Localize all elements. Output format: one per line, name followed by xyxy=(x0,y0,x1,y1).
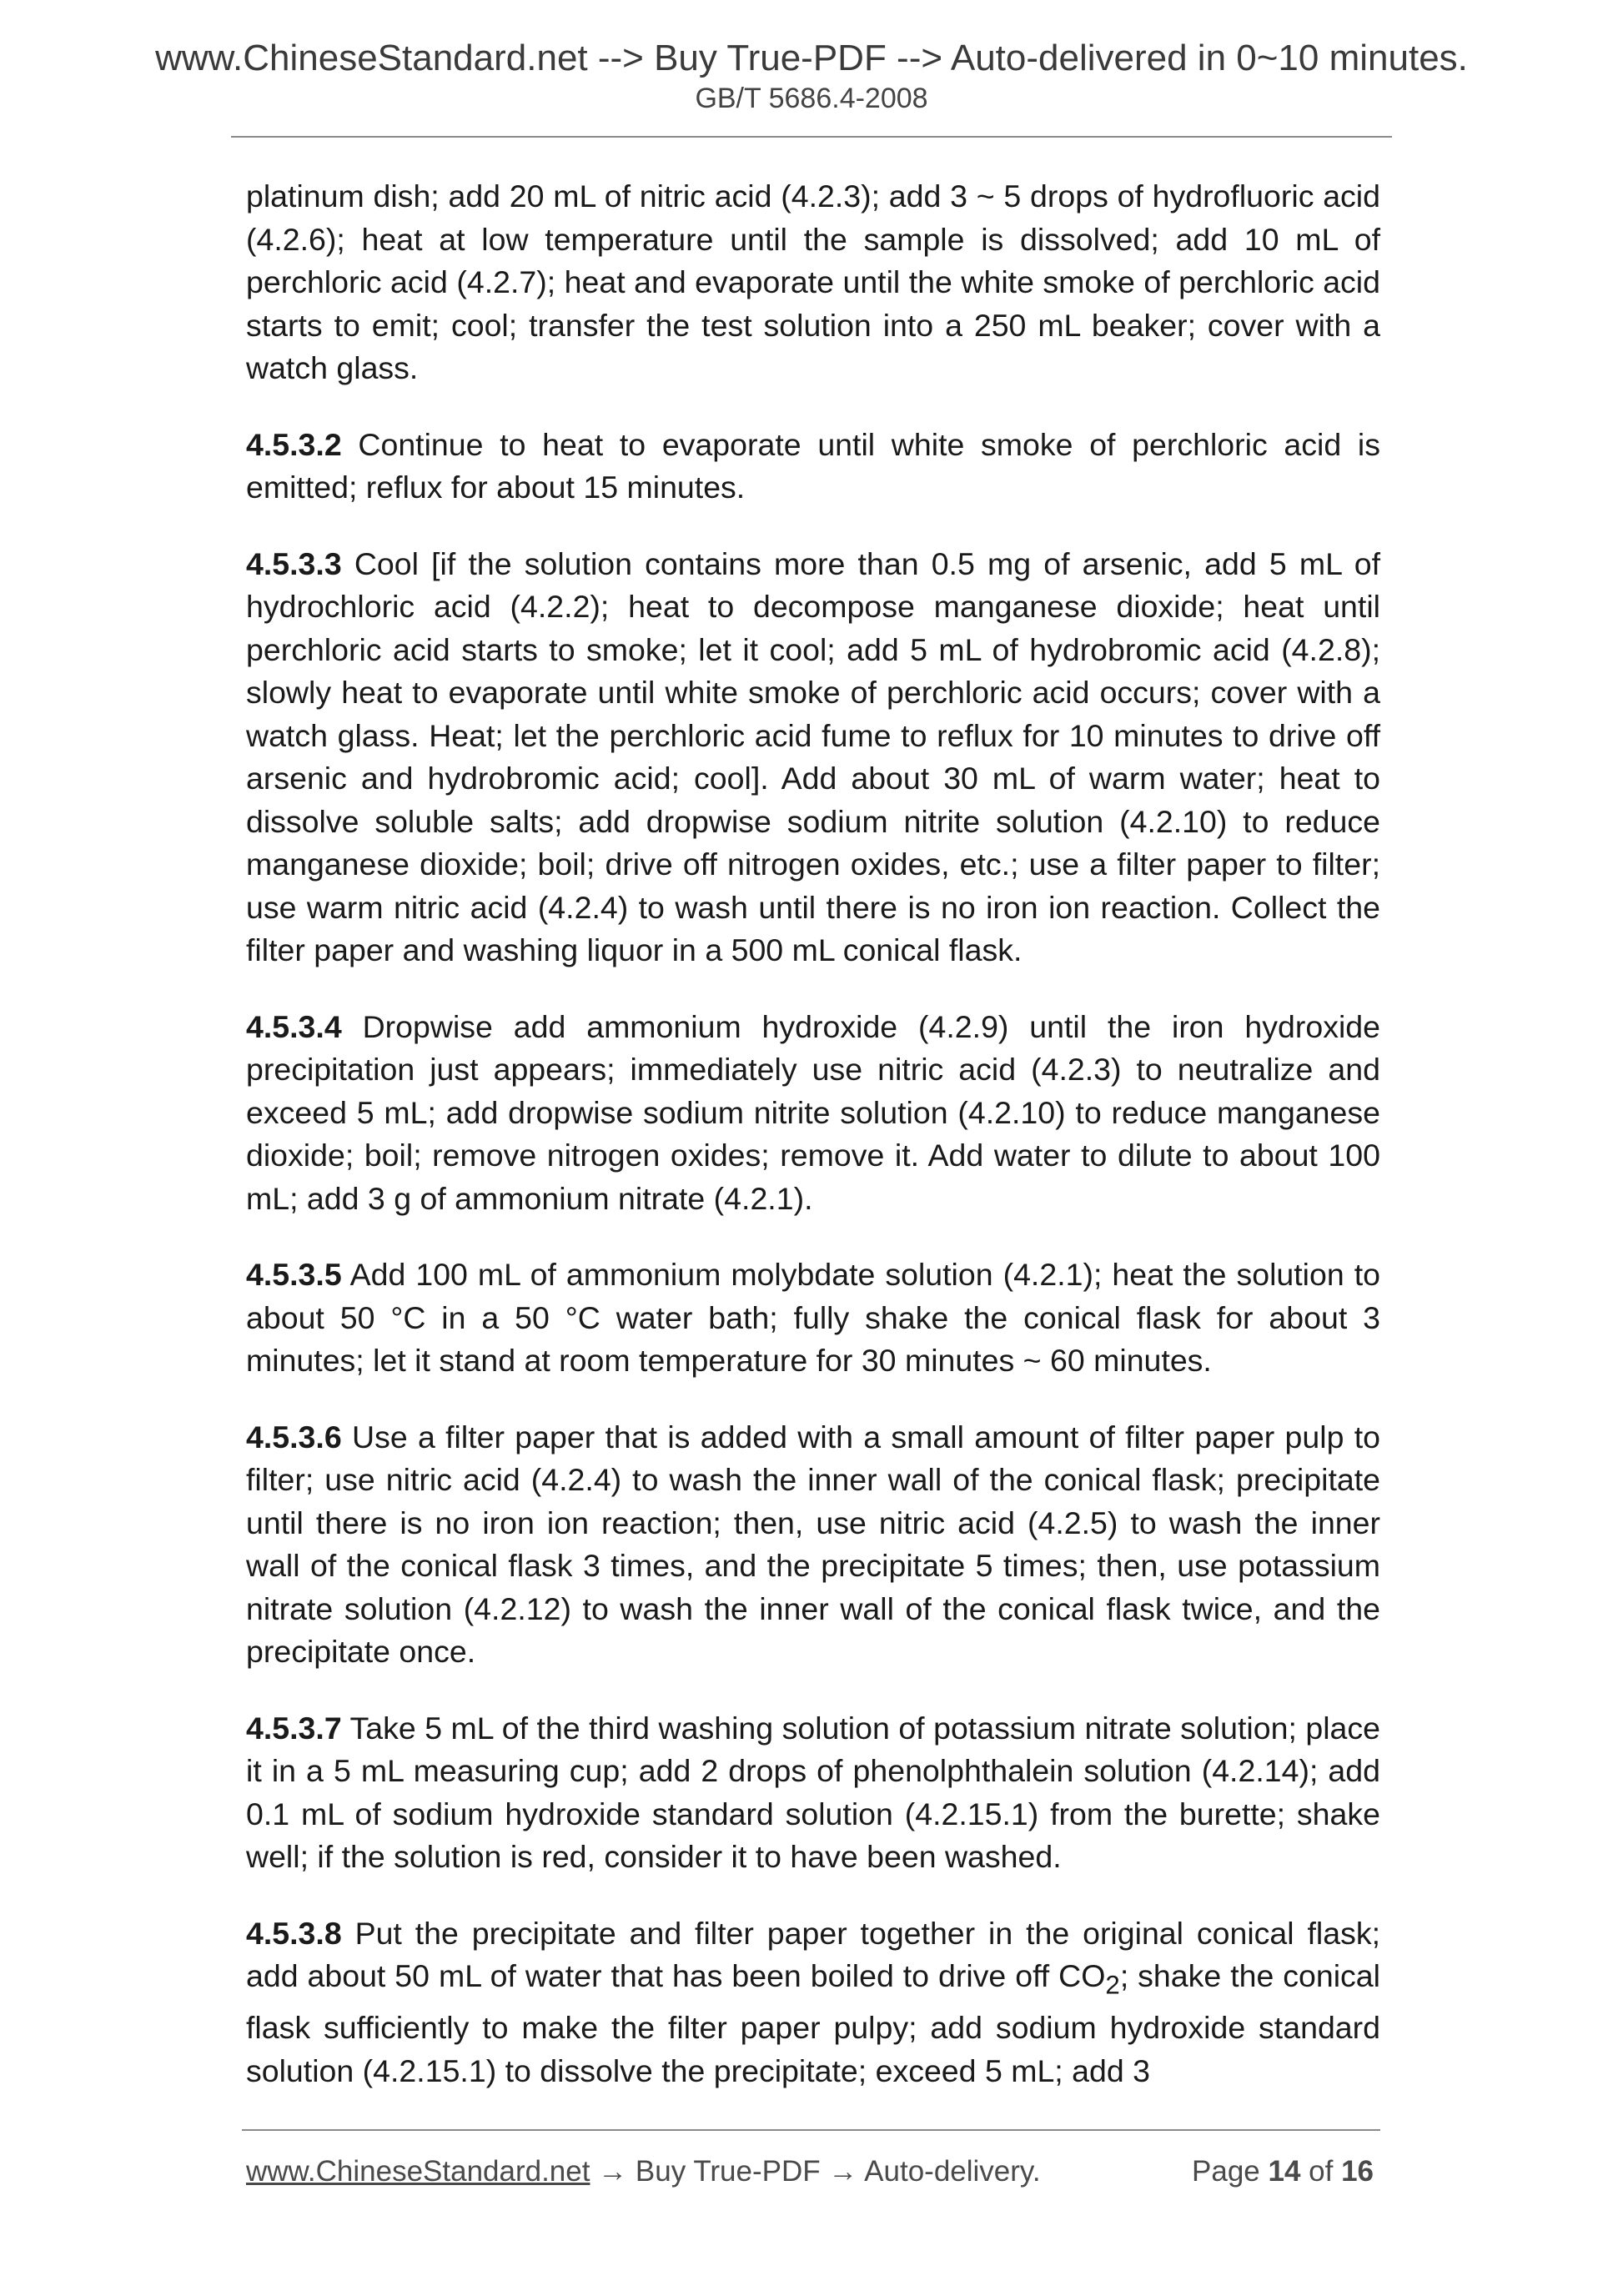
document-body xyxy=(246,175,1380,2126)
clause-number: 4.5.3.5 xyxy=(246,1257,342,1292)
clause-number: 4.5.3.7 xyxy=(246,1710,342,1746)
clause-number: 4.5.3.2 xyxy=(246,426,342,462)
header-divider xyxy=(231,136,1392,138)
clause-text-end: ; shake the conical flask sufficiently to make the filter paper pulpy; add sodium hydroxide standard solution (4.2.15.1) to dissolve the precipitate; exceed 5 mL; add 3 xyxy=(246,1958,1380,2088)
clause-number: 4.5.3.4 xyxy=(246,1008,342,1044)
subscript-two: 2 xyxy=(1105,1970,1120,2000)
clause-4-5-3-7 xyxy=(246,1707,1380,1879)
clause-number: 4.5.3.8 xyxy=(246,1915,342,1951)
clause-4-5-3-6 xyxy=(246,1416,1380,1674)
clause-text: Cool [if the solution contains more than 0.5 mg of arsenic, add 5 mL of hydrochloric acid (4.2.2); heat to decompose manganese dioxide; heat until perchloric acid starts to smoke; let it cool; add 5 mL of hydrobromic acid (4.2.8); slowly heat to evaporate until white smoke of perchloric acid occurs; cover with a watch glass. Heat; let the perchloric acid fume to reflux for 10 minutes to drive off arsenic and hydrobromic acid; cool]. Add about 30 mL of warm water; heat to dissolve soluble salts; add dropwise sodium nitrite solution (4.2.10) to reduce manganese dioxide; boil; drive off nitrogen oxides, etc.; use a filter paper to filter; use warm nitric acid (4.2.4) to wash until there is no iron ion reaction. Collect the filter paper and washing liquor in a 500 mL conical flask. xyxy=(246,545,1380,967)
of-label: of xyxy=(1300,2155,1342,2188)
intro-paragraph: platinum dish; add 20 mL of nitric acid (4.2.3); add 3 ~ 5 drops of hydrofluoric acid (4.2.6); heat at low temperature until the sample is dissolved; add 10 mL of perchloric acid (4.2.7); heat and evaporate until the white smoke of perchloric acid starts to emit; cool; transfer the test solution into a 250 mL beaker; cover with a watch glass. xyxy=(246,178,1380,385)
clause-4-5-3-5 xyxy=(246,1254,1380,1383)
clause-4-5-3-2 xyxy=(246,424,1380,510)
clause-text: Add 100 mL of ammonium molybdate solution (4.2.1); heat the solution to about 50 °C in a 50 °C water bath; fully shake the conical flask for about 3 minutes; let it stand at room temperature for 30 minutes ~ 60 minutes. xyxy=(246,1257,1380,1378)
clause-text: Take 5 mL of the third washing solution of potassium nitrate solution; place it in a 5 mL measuring cup; add 2 drops of phenolphthalein solution (4.2.14); add 0.1 mL of sodium hydroxide standard solution (4.2.15.1) from the burette; shake well; if the solution is red, consider it to have been washed. xyxy=(246,1710,1380,1874)
page-indicator xyxy=(1192,2153,1374,2190)
footer-left xyxy=(246,2153,1041,2190)
top-banner: www.ChineseStandard.net --> Buy True-PDF --> Auto-delivered in 0~10 minutes. xyxy=(155,38,1468,78)
clause-text: Continue to heat to evaporate until white smoke of perchloric acid is emitted; reflux for about 15 minutes. xyxy=(246,426,1380,505)
clause-number: 4.5.3.3 xyxy=(246,545,342,581)
clause-4-5-3-4 xyxy=(246,1006,1380,1221)
delivery-text: → Buy True-PDF → Auto-delivery. xyxy=(590,2155,1041,2188)
clause-4-5-3-8 xyxy=(246,1912,1380,2093)
page-label: Page xyxy=(1192,2155,1269,2188)
standard-code: GB/T 5686.4-2008 xyxy=(695,83,928,114)
total-pages: 16 xyxy=(1341,2155,1374,2188)
clause-number: 4.5.3.6 xyxy=(246,1419,342,1454)
clause-text: Use a filter paper that is added with a small amount of filter paper pulp to filter; use nitric acid (4.2.4) to wash the inner wall of the conical flask; precipitate until there is no iron ion reaction; then, use nitric acid (4.2.5) to wash the inner wall of the conical flask 3 times, and the precipitate 5 times; then, use potassium nitrate solution (4.2.12) to wash the inner wall of the conical flask twice, and the precipitate once. xyxy=(246,1419,1380,1669)
clause-text-start: Put the precipitate and filter paper together in the original conical flask; add about 50 mL of water that has been boiled to drive off CO xyxy=(246,1915,1380,1993)
current-page: 14 xyxy=(1268,2155,1301,2188)
site-link[interactable]: www.ChineseStandard.net xyxy=(246,2155,590,2188)
clause-text: Dropwise add ammonium hydroxide (4.2.9) until the iron hydroxide precipitation just appears; immediately use nitric acid (4.2.3) to neutralize and exceed 5 mL; add dropwise sodium nitrite solution (4.2.10) to reduce manganese dioxide; boil; remove nitrogen oxides; remove it. Add water to dilute to about 100 mL; add 3 g of ammonium nitrate (4.2.1). xyxy=(246,1008,1380,1216)
clause-4-5-3-3 xyxy=(246,543,1380,972)
footer-divider xyxy=(242,2129,1380,2131)
